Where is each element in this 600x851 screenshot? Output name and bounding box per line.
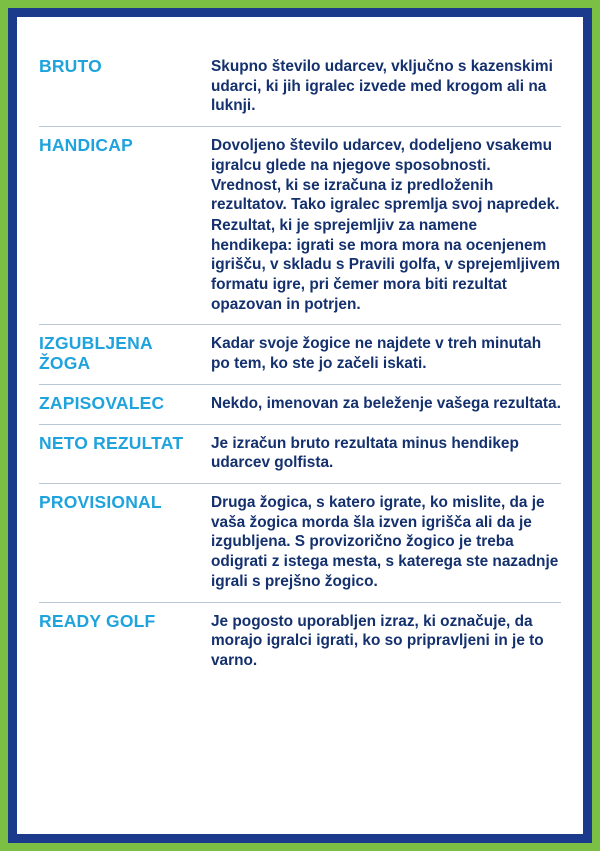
glossary-body [39, 43, 561, 681]
term-ready-golf: READY GOLF [39, 610, 156, 631]
glossary-row [39, 43, 561, 127]
definition-paragraph: Druga žogica, s katero igrate, ko mislite, da je vaša žogica morda šla izven igrišča ali da je izgubljena. S provizorično žogico je treba odigrati z istega mesta, s katerega ste nazadnje igrali s prejšno žogico. [211, 493, 559, 590]
definition-bruto [211, 43, 561, 127]
definition-zapisovalec [211, 384, 561, 424]
definition-ready-golf [211, 602, 561, 681]
glossary-row [39, 483, 561, 602]
definition-paragraph: Je izračun bruto rezultata minus hendikep udarcev golfista. [211, 434, 519, 472]
term-provisional: PROVISIONAL [39, 483, 211, 602]
term-izgubljena-zoga: IZGUBLJENA ŽOGA [39, 325, 211, 384]
definition-handicap [211, 127, 561, 325]
glossary-row [39, 424, 561, 483]
definition-paragraph: Skupno število udarcev, vključno s kazenskimi udarci, ki jih igralec izvede med krogom ali na luknji. [211, 58, 553, 115]
term-bruto: BRUTO [39, 43, 211, 127]
definition-paragraph: Je pogosto uporabljen izraz, ki označuje, da morajo igralci igrati, ko so pripravljeni in je to varno. [211, 612, 544, 670]
glossary-row [39, 127, 561, 325]
glossary-card [8, 8, 592, 843]
definition-paragraph: Kadar svoje žogice ne najdete v treh minutah po tem, ko ste jo začeli iskati. [211, 335, 542, 373]
definition-paragraph: Nekdo, imenovan za beleženje vašega rezultata. [211, 394, 561, 412]
glossary-row [39, 384, 561, 424]
glossary-row [39, 602, 561, 681]
glossary-table [39, 43, 561, 681]
definition-izgubljena-zoga [211, 325, 561, 384]
definition-paragraph: Rezultat, ki je sprejemljiv za namene hendikepa: igrati se mora mora na ocenjenem igrišču, v skladu s Pravili golfa, v sprejemljivem formatu igre, pri čemer mora biti rezultat opazovan in potrjen. [211, 216, 561, 313]
definition-provisional [211, 483, 561, 602]
term-zapisovalec: ZAPISOVALEC [39, 384, 211, 424]
term-neto-rezultat: NETO REZULTAT [39, 424, 211, 483]
definition-neto-rezultat [211, 424, 561, 483]
definition-paragraph: Dovoljeno število udarcev, dodeljeno vsakemu igralcu glede na njegove sposobnosti. Vrednost, ki se izračuna iz predloženih rezultatov. Tako igralec spremlja svoj napredek. [211, 137, 560, 214]
term-handicap: HANDICAP [39, 127, 211, 325]
glossary-row [39, 325, 561, 384]
